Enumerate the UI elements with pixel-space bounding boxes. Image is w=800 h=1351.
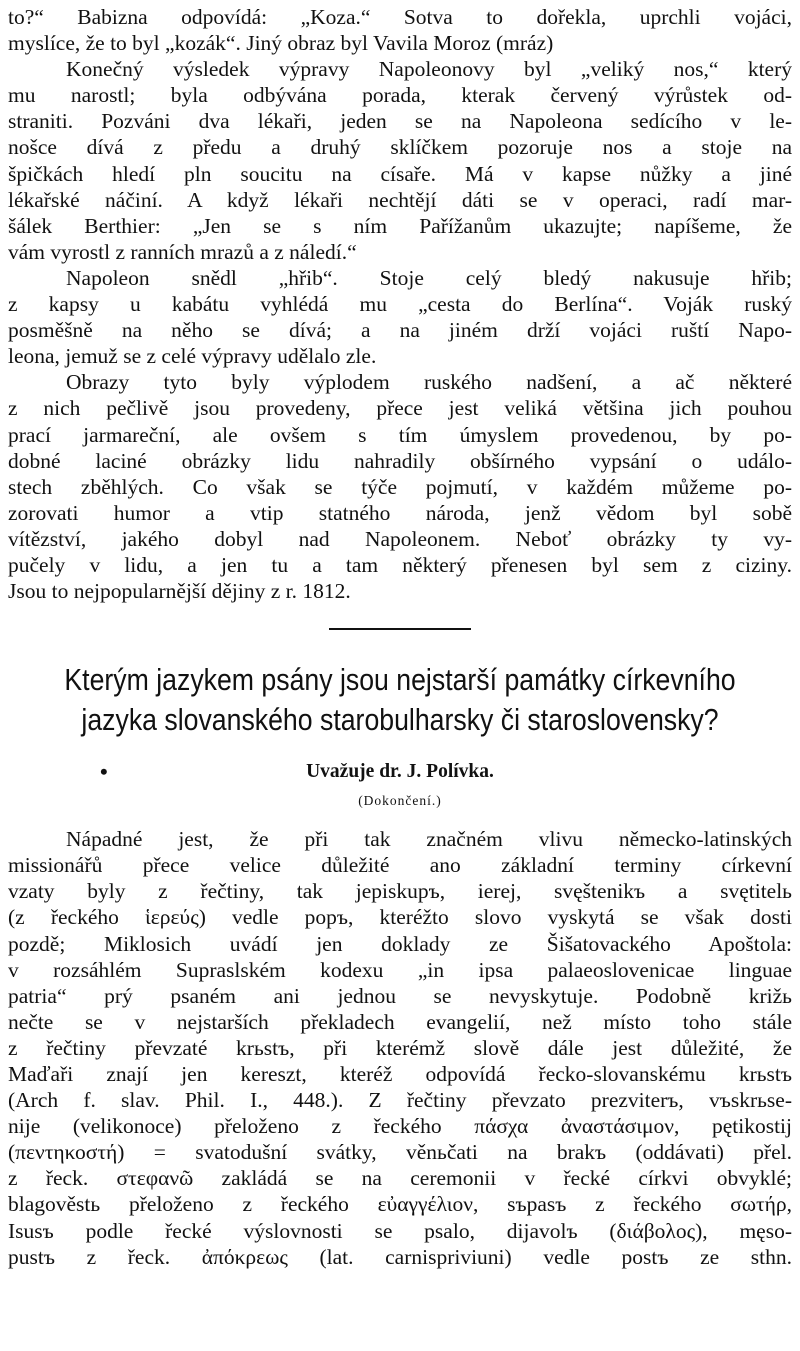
byline (8, 760, 792, 784)
text-line: vám vyrostl z ranních mrazů a z náledí.“ (8, 239, 357, 264)
text-line: pustъ z řeck. ἀπόκρεως (lat. carnispriviuni) vedle postъ ze sthn. (8, 1244, 792, 1269)
text-line: lékařské náčiní. A když lékaři nechtějí dáti se v operaci, radí mar- (8, 187, 792, 212)
article-body (8, 826, 792, 1270)
text-line: to?“ Babizna odpovídá: „Koza.“ Sotva to dořekla, uprchli vojáci, (8, 5, 792, 29)
text-line: zorovati humor a vtip statného národa, jenž vědom byl sobě (8, 500, 792, 525)
paragraph-4 (8, 369, 792, 604)
section-divider (329, 628, 471, 630)
text-line: dobné laciné obrázky lidu nahradily obšírného vypsání o událo- (8, 448, 792, 473)
article-title-line-1: Kterým jazykem psány jsou nejstarší památky církevního (64, 662, 736, 698)
text-line: (Arch f. slav. Phil. I., 448.). Z řečtiny převzato prezviterъ, vъskrьse- (8, 1088, 792, 1113)
text-line: vítězství, jakého dobyl nad Napoleonem. Neboť obrázky ty vy- (8, 526, 792, 551)
author-line: Uvažuje dr. J. Polívka. (306, 761, 494, 783)
bullet-icon: • (100, 759, 108, 785)
text-line: z řeck. στεφανῶ zakládá se na ceremonii v řecké církvi obvyklé; (8, 1166, 792, 1191)
text-line: pučely v lidu, a jen tu a tam některý přenesen byl sem z ciziny. (8, 552, 792, 577)
text-line: pozdě; Miklosich uvádí jen doklady ze Šišatovackého Apoštola: (8, 931, 792, 956)
text-line: myslíce, že to byl „kozák“. Jiný obraz byl Vavila Moroz (mráz) (8, 31, 554, 56)
text-line: prací jarmareční, ale ovšem s tím úmyslem provedenou, by po- (8, 422, 792, 447)
top-text (8, 4, 792, 604)
text-line: missionářů přece velice důležité ano základní terminy církevní (8, 853, 792, 878)
text-line: Konečný výsledek výpravy Napoleonovy byl „veliký nos,“ který (66, 57, 792, 82)
paragraph-2 (8, 56, 792, 265)
text-line: v rozsáhlém Supraslském kodexu „in ipsa palaeoslovenicae linguae (8, 957, 792, 982)
text-line: špičkách hledí pln soucitu na císaře. Má v kapse nůžky a jiné (8, 161, 792, 186)
text-line: z kapsy u kabátu vyhlédá mu „cesta do Berlína“. Voják ruský (8, 292, 792, 317)
text-line: mu narostl; byla odbývána porada, kterak červený výrůstek od- (8, 83, 792, 108)
text-line: Napoleon snědl „hřib“. Stoje celý bledý nakusuje hřib; (66, 265, 792, 290)
text-line: šálek Berthier: „Jen se s ním Pařížanům ukazujte; napíšeme, že (8, 213, 792, 238)
text-line: leona, jemuž se z celé výpravy udělalo zle. (8, 344, 377, 369)
text-line: stech zběhlých. Co však se týče pojmutí, v každém můžeme po- (8, 474, 792, 499)
text-line: Maďaři znají jen kereszt, kteréž odpovídá řecko-slovanskému krьstъ (8, 1062, 792, 1086)
text-line: (z řeckého ἱερεύς) vedle popъ, kteréžto slovo vyskytá se však dosti (8, 905, 792, 930)
text-line: straniti. Pozváni dva lékaři, jeden se na Napoleona sedícího v le- (8, 109, 792, 134)
continuation-note: (Dokončení.) (358, 793, 442, 809)
text-line: posměšně na něho se dívá; a na jiném drží vojáci ruští Napo- (8, 318, 792, 343)
text-line: Obrazy tyto byly výplodem ruského nadšení, a ač některé (66, 370, 792, 395)
text-line: blagověstь přeloženo z řeckého εὐαγγέλιον, sъpasъ z řeckého σωτήρ, (8, 1192, 792, 1217)
text-line: nečte se v nejstarších překladech evangelií, než místo toho stále (8, 1009, 792, 1034)
text-line: Jsou to nejpopularnější dějiny z r. 1812. (8, 579, 351, 604)
article-title-line-2: jazyka slovanského starobulharsky či staroslovensky? (81, 702, 719, 738)
text-line: nije (velikonoce) přeloženo z řeckého πάσχα ἀναστάσιμον, pętikostij (8, 1114, 792, 1139)
text-line: Isusъ podle řecké výslovnosti se psalo, dijavolъ (διάβολος), męso- (8, 1218, 792, 1243)
paragraph-1 (8, 4, 792, 56)
text-line: nošce dívá z předu a druhý sklíčkem pozoruje nos a stoje na (8, 135, 792, 160)
text-line: Nápadné jest, že při tak značném vlivu německo-latinských (66, 827, 792, 852)
text-line: vzaty byly z řečtiny, tak jepiskupъ, ierej, svęštenikъ a svętitelь (8, 879, 792, 904)
article-title (63, 660, 737, 740)
paragraph-3 (8, 265, 792, 369)
text-line: patria“ prý psaném ani jednou se nevyskytuje. Podobně križь (8, 983, 792, 1008)
text-line: (πεντηκοστή) = svatodušní svátky, věnьčati na brakъ (oddávati) přel. (8, 1140, 792, 1165)
text-line: z řečtiny převzaté krьstъ, při kterémž slově dále jest důležité, že (8, 1035, 792, 1060)
text-line: z nich pečlivě jsou provedeny, přece jest veliká většina jich pouhou (8, 396, 792, 421)
